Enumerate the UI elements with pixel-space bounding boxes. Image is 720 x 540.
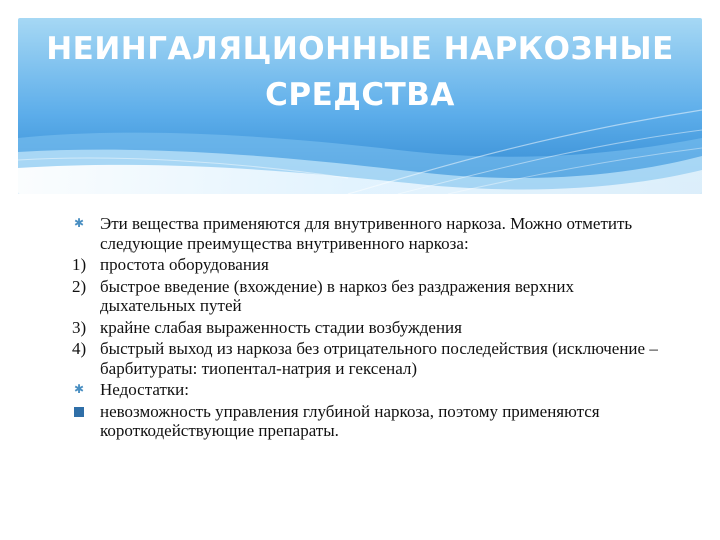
asterisk-bullet-icon: ✱: [74, 216, 85, 230]
slide-content: [72, 214, 672, 441]
list-item: [72, 255, 672, 275]
list-number: 3): [72, 317, 87, 337]
list-item: [72, 402, 672, 441]
list-item-text: быстрый выход из наркоза без отрицательного последействия (исключение – барбитураты: тиопентал-натрия и гексенал): [100, 339, 658, 378]
list-number: 1): [72, 255, 87, 274]
list-item: [72, 277, 672, 316]
asterisk-bullet-icon: ✱: [74, 382, 85, 396]
list-item-text: Эти вещества применяются для внутривенного наркоза. Можно отметить следующие преимущества внутривенного наркоза:: [100, 214, 633, 253]
list-item-text: быстрое введение (вхождение) в наркоз без раздражения верхних дыхательных путей: [100, 276, 574, 315]
list-number: 4): [72, 339, 87, 358]
slide-title: НЕИНГАЛЯЦИОННЫЕ НАРКОЗНЫЕ СРЕДСТВА: [46, 31, 674, 113]
list-number: 2): [72, 276, 87, 296]
list-item-text: невозможность управления глубиной наркоза, поэтому применяются короткодействующие препараты.: [100, 401, 600, 440]
list-item: [72, 214, 672, 253]
list-item-text: Недостатки:: [100, 380, 189, 399]
list-item-text: простота оборудования: [100, 255, 269, 274]
list-item: [72, 339, 672, 378]
square-bullet-icon: [74, 407, 84, 417]
list-item-text: крайне слабая выраженность стадии возбуждения: [100, 317, 462, 337]
list-item: [72, 380, 672, 400]
list-item: [72, 318, 672, 338]
